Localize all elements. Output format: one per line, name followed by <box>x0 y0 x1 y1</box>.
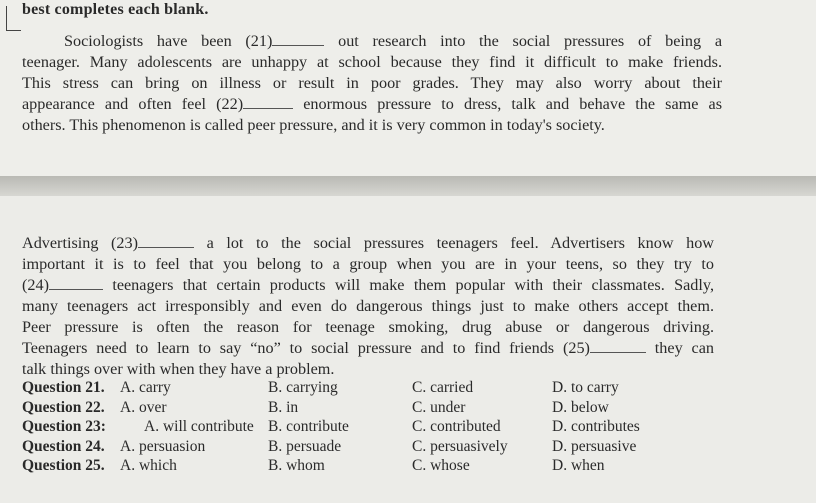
question-label: Question 21. <box>22 379 105 396</box>
blank-25 <box>590 352 646 353</box>
passage-2-line: many teenagers act irresponsibly and even do dangerous things just to make others accept them. <box>22 297 714 315</box>
passage-2-line: talk things over with when they have a problem. <box>22 360 335 378</box>
option-b[interactable]: B. carrying <box>268 379 338 396</box>
option-b[interactable]: B. whom <box>268 457 325 474</box>
passage-2-line: Teenagers need to learn to say “no” to social pressure and to find friends (25) they can <box>22 339 714 357</box>
option-c[interactable]: C. whose <box>412 457 470 474</box>
blank-21 <box>272 45 324 46</box>
question-label: Question 25. <box>22 457 105 474</box>
option-a[interactable]: A. which <box>120 457 177 474</box>
option-d[interactable]: D. to carry <box>552 379 619 396</box>
passage-2-line: (24) teenagers that certain products will make them popular with their classmates. Sadly, <box>22 276 714 294</box>
page-gap <box>0 176 816 196</box>
option-d[interactable]: D. contributes <box>552 418 640 435</box>
option-a[interactable]: A. persuasion <box>120 437 206 455</box>
passage-1-line: others. This phenomenon is called peer pressure, and it is very common in today's society. <box>22 116 605 134</box>
passage-1-line: appearance and often feel (22) enormous pressure to dress, talk and behave the same as <box>22 95 723 113</box>
passage-1-line: teenager. Many adolescents are unhappy at school because they find it difficult to make friends. <box>22 53 722 71</box>
passage-2-line: important it is to feel that you belong to a group when you are in your teens, so they try to <box>22 255 714 273</box>
option-a[interactable]: A. over <box>120 398 167 416</box>
passage-2-line: Peer pressure is often the reason for teenage smoking, drug abuse or dangerous driving. <box>22 318 714 336</box>
passage-1 <box>22 31 722 136</box>
option-d[interactable]: D. when <box>552 457 605 474</box>
option-c[interactable]: C. under <box>412 398 466 416</box>
margin-mark <box>6 6 21 31</box>
option-d[interactable]: D. persuasive <box>552 437 637 455</box>
passage-2 <box>22 233 714 380</box>
option-b[interactable]: B. persuade <box>268 437 342 455</box>
option-a[interactable]: A. carry <box>120 379 171 396</box>
passage-2-line: Advertising (23) a lot to the social pressures teenagers feel. Advertisers know how <box>22 234 714 252</box>
passage-1-line: Sociologists have been (21) out research into the social pressures of being a <box>64 32 723 50</box>
blank-23 <box>138 247 194 248</box>
blank-22 <box>243 108 293 109</box>
passage-1-line: This stress can bring on illness or result in poor grades. They may also worry about their <box>22 74 722 92</box>
option-c[interactable]: C. carried <box>412 379 474 396</box>
option-d[interactable]: D. below <box>552 398 609 416</box>
option-c[interactable]: C. contributed <box>412 418 501 435</box>
option-b[interactable]: B. in <box>268 398 299 416</box>
option-c[interactable]: C. persuasively <box>412 437 508 455</box>
question-label: Question 23: <box>22 418 106 435</box>
blank-24 <box>49 289 103 290</box>
question-label: Question 22. <box>22 398 105 416</box>
instruction-text: best completes each blank. <box>22 1 209 18</box>
option-b[interactable]: B. contribute <box>268 418 349 435</box>
question-label: Question 24. <box>22 437 105 455</box>
option-a[interactable]: A. will contribute <box>144 418 254 435</box>
